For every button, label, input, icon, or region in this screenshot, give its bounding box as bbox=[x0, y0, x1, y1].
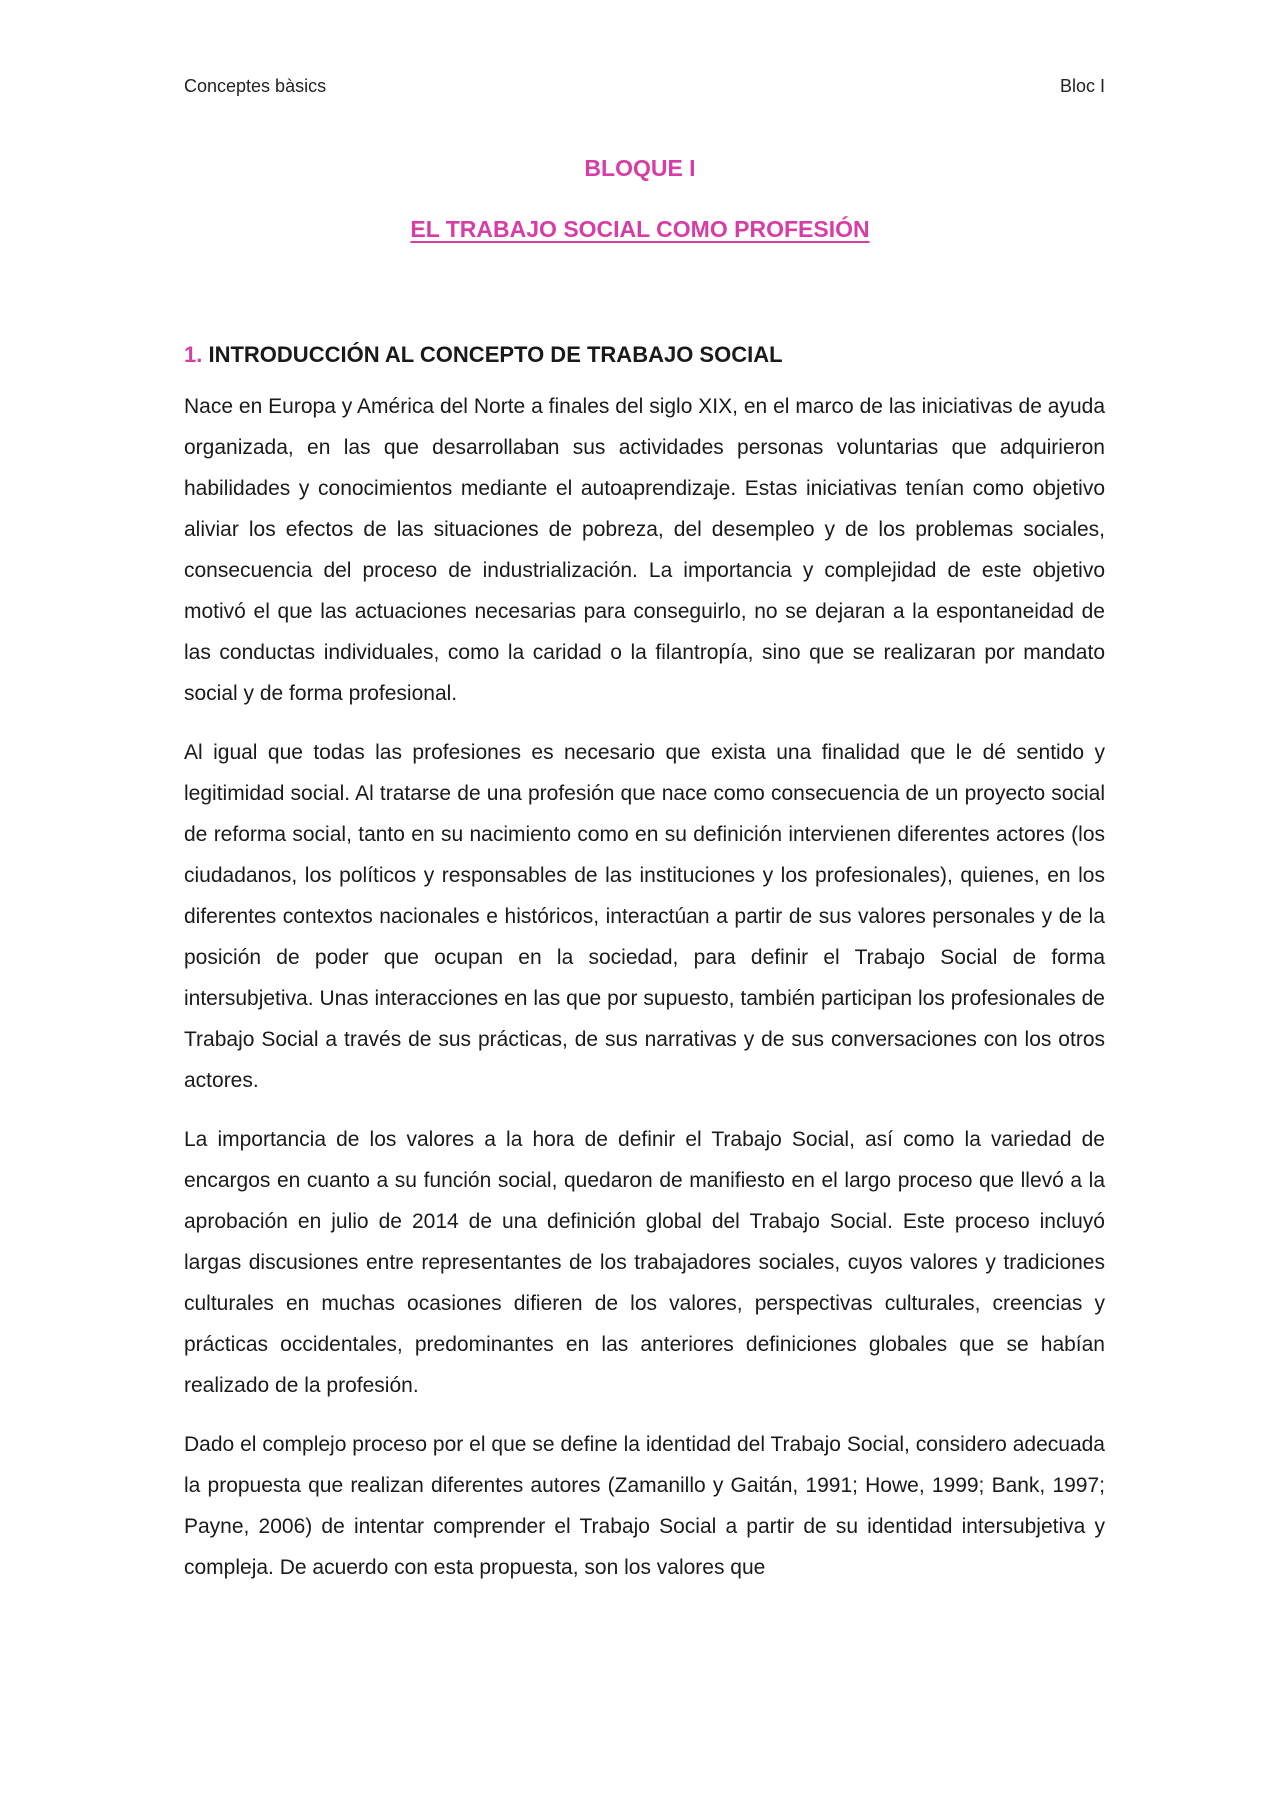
section-heading bbox=[184, 338, 1105, 372]
section-title: INTRODUCCIÓN AL CONCEPTO DE TRABAJO SOCIAL bbox=[208, 342, 783, 367]
block-title: BLOQUE I bbox=[584, 155, 696, 181]
paragraph-3: La importancia de los valores a la hora de definir el Trabajo Social, así como la variedad de encargos en cuanto a su función social, quedaron de manifiesto en el largo proceso que llevó a la aprobación en julio de 2014 de una definición global del Trabajo Social. Este proceso incluyó largas discusiones entre representantes de los trabajadores sociales, cuyos valores y tradiciones culturales en muchas ocasiones difieren de los valores, perspectivas culturales, creencias y prácticas occidentales, predominantes en las anteriores definiciones globales que se habían realizado de la profesión. bbox=[184, 1128, 1105, 1397]
header-right-text: Bloc I bbox=[1059, 76, 1105, 96]
section-number: 1. bbox=[184, 342, 203, 367]
block-subtitle: EL TRABAJO SOCIAL COMO PROFESIÓN bbox=[410, 216, 870, 242]
paragraph-4: Dado el complejo proceso por el que se define la identidad del Trabajo Social, considero adecuada la propuesta que realizan diferentes autores (Zamanillo y Gaitán, 1991; Howe, 1999; Bank, 1997; Payne, 2006) de intentar comprender el Trabajo Social a partir de su identidad intersubjetiva y compleja. De acuerdo con esta propuesta, son los valores que bbox=[184, 1433, 1105, 1579]
paragraph-1: Nace en Europa y América del Norte a finales del siglo XIX, en el marco de las iniciativas de ayuda organizada, en las que desarrollaban sus actividades personas voluntarias que adquirieron habilidades y conocimientos mediante el autoaprendizaje. Estas iniciativas tenían como objetivo aliviar los efectos de las situaciones de pobreza, del desempleo y de los problemas sociales, consecuencia del proceso de industrialización. La importancia y complejidad de este objetivo motivó el que las actuaciones necesarias para conseguirlo, no se dejaran a la espontaneidad de las conductas individuales, como la caridad o la filantropía, sino que se realizaran por mandato social y de forma profesional. bbox=[184, 395, 1105, 705]
document-body bbox=[184, 338, 1105, 1606]
header-left-text: Conceptes bàsics bbox=[184, 76, 327, 96]
paragraph-2: Al igual que todas las profesiones es necesario que exista una finalidad que le dé sentido y legitimidad social. Al tratarse de una profesión que nace como consecuencia de un proyecto social de reforma social, tanto en su nacimiento como en su definición intervienen diferentes actores (los ciudadanos, los políticos y responsables de las instituciones y los profesionales), quienes, en los diferentes contextos nacionales e históricos, interactúan a partir de sus valores personales y de la posición de poder que ocupan en la sociedad, para definir el Trabajo Social de forma intersubjetiva. Unas interacciones en las que por supuesto, también participan los profesionales de Trabajo Social a través de sus prácticas, de sus narrativas y de sus conversaciones con los otros actores. bbox=[184, 741, 1105, 1092]
running-header bbox=[184, 76, 1105, 97]
